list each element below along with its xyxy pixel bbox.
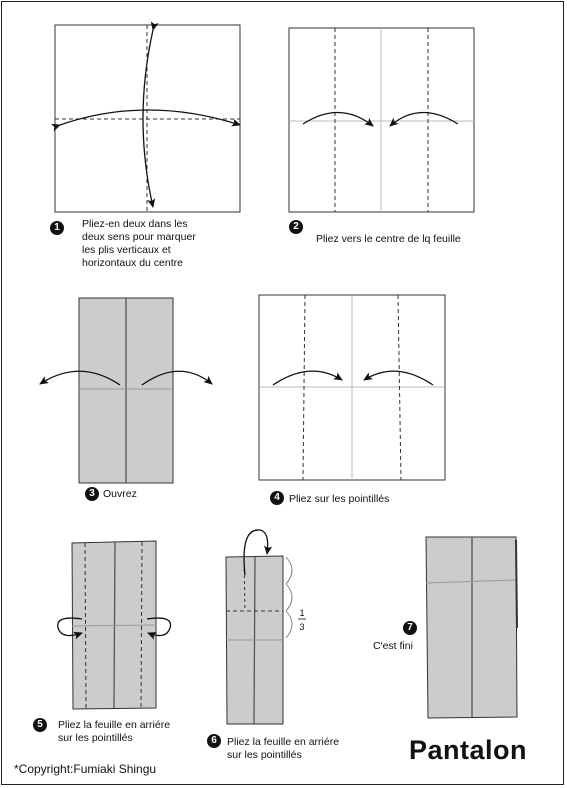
step3-number-badge: 3 [85, 487, 99, 501]
step5-number-badge: 5 [33, 718, 47, 732]
fraction-denominator: 3 [299, 622, 305, 632]
diagram-title: Pantalon [409, 735, 528, 765]
step6-bracket-2 [286, 584, 292, 611]
step3-figure [40, 298, 212, 483]
step2-figure [289, 28, 474, 212]
step4-number-badge: 4 [270, 491, 284, 505]
fraction-numerator: 1 [299, 608, 305, 618]
step6-bracket-1 [286, 557, 292, 584]
step4-instruction: Pliez sur les pointillés [289, 493, 390, 505]
step3-instruction: Ouvrez [103, 488, 137, 500]
step2-number-badge: 2 [289, 220, 303, 234]
step1-line-4: horizontaux du centre [82, 257, 183, 269]
step6-line-1: Pliez la feuille en arriére [227, 736, 340, 748]
step7-instruction: C'est fini [373, 640, 413, 652]
step5-figure [58, 541, 171, 709]
step1-figure [55, 25, 240, 212]
step1-line-1: Pliez-en deux dans les [82, 218, 188, 230]
step1-instruction [82, 218, 196, 270]
step7-number-badge: 7 [403, 621, 417, 635]
step6-number-badge: 6 [207, 734, 221, 748]
step5-line-2: sur les pointillés [58, 732, 133, 744]
copyright-notice: *Copyright:Fumiaki Shingu [14, 762, 157, 776]
step6-line-2: sur les pointillés [227, 749, 302, 761]
step1-line-3: les plis verticaux et [82, 244, 171, 256]
step4-figure [259, 295, 445, 480]
step7-right-edge [516, 540, 517, 628]
step6-instruction [227, 736, 339, 762]
step1-line-2: deux sens pour marquer [82, 231, 196, 243]
step5-line-1: Pliez la feuille en arriére [58, 719, 171, 731]
step6-bracket-3 [286, 611, 292, 638]
step6-figure [226, 530, 306, 724]
step1-number-badge: 1 [50, 221, 64, 235]
step5-instruction [58, 719, 170, 745]
step2-instruction: Pliez vers le centre de lq feuille [316, 233, 461, 245]
step7-figure [426, 537, 517, 718]
